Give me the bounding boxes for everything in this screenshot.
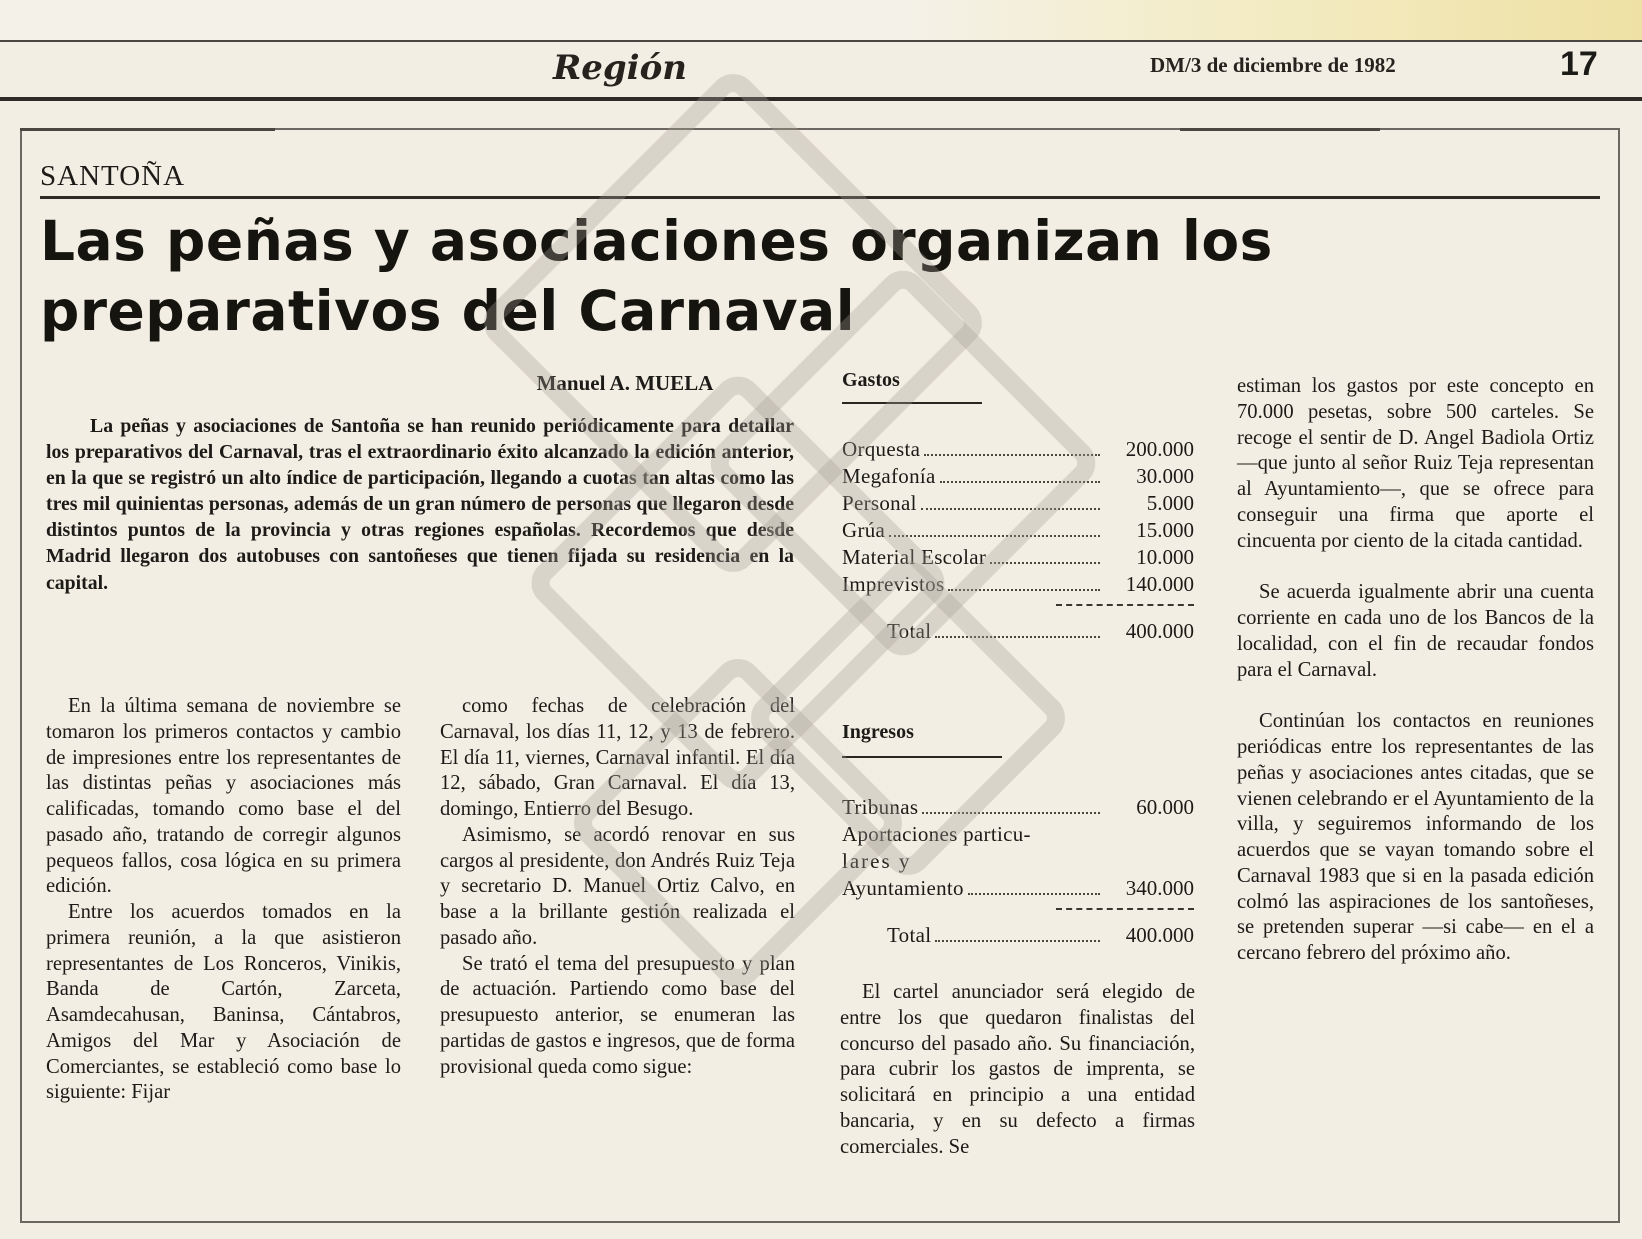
kicker-rule — [40, 196, 1600, 199]
leader-dots — [889, 535, 1100, 537]
article-kicker: SANTOÑA — [40, 160, 186, 192]
leader-dots — [921, 508, 1100, 510]
leader-dots — [948, 589, 1100, 591]
ingresos-row — [842, 794, 1194, 821]
byline: Manuel A. MUELA — [536, 371, 714, 395]
ingresos-row — [842, 875, 1194, 902]
gastos-row-label: Orquesta — [842, 437, 921, 461]
gastos-title: Gastos — [842, 369, 900, 391]
ingresos-row-text — [842, 848, 1194, 875]
ingresos-total-amount: 400.000 — [1125, 923, 1194, 947]
gastos-title-rule — [842, 402, 982, 404]
gastos-row-amount: 15.000 — [1136, 518, 1194, 542]
ingresos-row-label-line: lares y — [842, 849, 912, 873]
ingresos-row-label: Tribunas — [842, 795, 919, 819]
header-top-rule — [0, 40, 1642, 42]
lead-paragraph: La peñas y asociaciones de Santoña se han reunido periódicamente para detallar los preparativos del Carnaval, tras el extraordinario éxito alcanzado la edición anterior, en la que se registró un alto índice de participación, llegando a cuotas tan altas como las tres mil quinientas personas, además de un gran número de personas que llegaron desde distintos puntos de la provincia y otras regiones españolas. Recordemos que desde Madrid llegaron dos autobuses con santoñeses que tienen fijada su residencia en la capital. — [46, 415, 794, 594]
body-column-3 — [840, 980, 1195, 1160]
gastos-row-amount: 30.000 — [1136, 464, 1194, 488]
frame-top-rule-segment — [1180, 128, 1380, 131]
body-column-4 — [1237, 374, 1594, 967]
gastos-total-row — [842, 618, 1194, 645]
leader-dots — [922, 812, 1100, 814]
ingresos-title: Ingresos — [842, 721, 914, 743]
ingresos-row-label: Ayuntamiento — [842, 876, 964, 900]
gastos-row-label: Grúa — [842, 518, 886, 542]
article-headline: Las peñas y asociaciones organizan los preparativos del Carnaval — [40, 209, 1273, 343]
body-paragraph: Se trató el tema del presupuesto y plan de actuación. Partiendo como base del presupuesto anterior, se enumeran las partidas de gastos e ingresos, que de forma provisional queda como sigue: — [440, 952, 795, 1078]
leader-dots — [924, 454, 1100, 456]
leader-dots — [935, 940, 1100, 942]
body-paragraph: estiman los gastos por este concepto en 70.000 pesetas, sobre 500 carteles. Se recoge el sentir de D. Angel Badiola Ortiz —que junto al señor Ruiz Teja representan al Ayuntamiento—, que se ofrece para conseguir una firma que aporte el cincuenta por ciento de la citada cantidad. — [1237, 375, 1594, 552]
section-title: Región — [553, 48, 687, 88]
header-bottom-rule — [0, 97, 1642, 101]
sum-separator — [842, 908, 1194, 918]
body-paragraph: Continúan los contactos en reuniones periódicas entre los representantes de las peñas y asociaciones antes citadas, que se vienen celebrando er el Ayuntamiento de la villa, y seguiremos informando de los acuerdos que se vayan tomando sobre el Carnaval 1983 que si en la pasada edición colmó las aspiraciones de los santoñeses, se pretenden superar —si cabe— en el a cercano febrero del próximo año. — [1237, 710, 1594, 964]
sum-separator — [842, 604, 1194, 614]
body-paragraph: Asimismo, se acordó renovar en sus cargos al presidente, don Andrés Ruiz Teja y secretario D. Manuel Ortiz Calvo, en base a la brillante gestión realizada el pasado año. — [440, 823, 795, 949]
gastos-row-amount: 140.000 — [1125, 572, 1194, 596]
ingresos-row-amount: 60.000 — [1136, 795, 1194, 819]
body-paragraph: Entre los acuerdos tomados en la primera reunión, a la que asistieron representantes de Los Ronceros, Vinikis, Banda de Cartón, Zarceta, Asamdecahusan, Baninsa, Cántabros, Amigos del Mar y Asociación de Comerciantes, se estableció como base lo siguiente: Fijar — [46, 901, 401, 1104]
gastos-row-amount: 10.000 — [1136, 545, 1194, 569]
body-paragraph: En la última semana de noviembre se tomaron los primeros contactos y cambio de impresiones entre los representantes de las distintas peñas y asociaciones más calificadas, tomando como base el del pasado año, tratando de corregir algunos pequeos fallos, cosa lógica en su primera edición. — [46, 695, 401, 898]
gastos-row — [842, 544, 1194, 571]
leader-dots — [935, 636, 1100, 638]
gastos-row — [842, 463, 1194, 490]
gastos-row — [842, 517, 1194, 544]
gastos-row-label: Imprevistos — [842, 572, 945, 596]
gastos-total-amount: 400.000 — [1125, 619, 1194, 643]
body-column-1 — [46, 694, 401, 1106]
gastos-row-amount: 200.000 — [1125, 437, 1194, 461]
gastos-row-label: Material Escolar — [842, 545, 987, 569]
page-top-band — [0, 0, 1642, 40]
leader-dots — [940, 481, 1100, 483]
body-paragraph: El cartel anunciador será elegido de entre los que quedaron finalistas del concurso del pasado año. Su financiación, para cubrir los gastos de imprenta, se solicitará en principio a una entidad bancaria, y en su defecto a firmas comerciales. Se — [840, 981, 1195, 1158]
leader-dots — [968, 893, 1100, 895]
gastos-row — [842, 436, 1194, 463]
gastos-total-label: Total — [887, 619, 932, 643]
ingresos-row-label-line: Aportaciones particu- — [842, 822, 1031, 846]
body-paragraph: Se acuerda igualmente abrir una cuenta corriente en cada uno de los Bancos de la localidad, con el fin de recaudar fondos para el Carnaval. — [1237, 581, 1594, 681]
ingresos-row-amount: 340.000 — [1125, 876, 1194, 900]
body-column-2 — [440, 694, 795, 1080]
gastos-row-amount: 5.000 — [1146, 491, 1194, 515]
gastos-table — [842, 436, 1194, 645]
ingresos-total-label: Total — [887, 923, 932, 947]
page-number: 17 — [1560, 45, 1598, 83]
ingresos-title-rule — [842, 756, 1002, 758]
body-paragraph: como fechas de celebración del Carnaval, los días 11, 12, y 13 de febrero. El día 11, viernes, Carnaval infantil. El día 12, sábado, Gran Carnaval. El día 13, domingo, Entierro del Besugo. — [440, 695, 795, 820]
gastos-row — [842, 490, 1194, 517]
gastos-row-label: Personal — [842, 491, 917, 515]
ingresos-table — [842, 794, 1194, 949]
ingresos-row-text — [842, 821, 1194, 848]
frame-top-rule-segment — [20, 128, 275, 131]
gastos-row — [842, 571, 1194, 598]
gastos-row-label: Megafonía — [842, 464, 936, 488]
dateline: DM/3 de diciembre de 1982 — [1150, 53, 1396, 77]
leader-dots — [990, 562, 1100, 564]
ingresos-total-row — [842, 922, 1194, 949]
